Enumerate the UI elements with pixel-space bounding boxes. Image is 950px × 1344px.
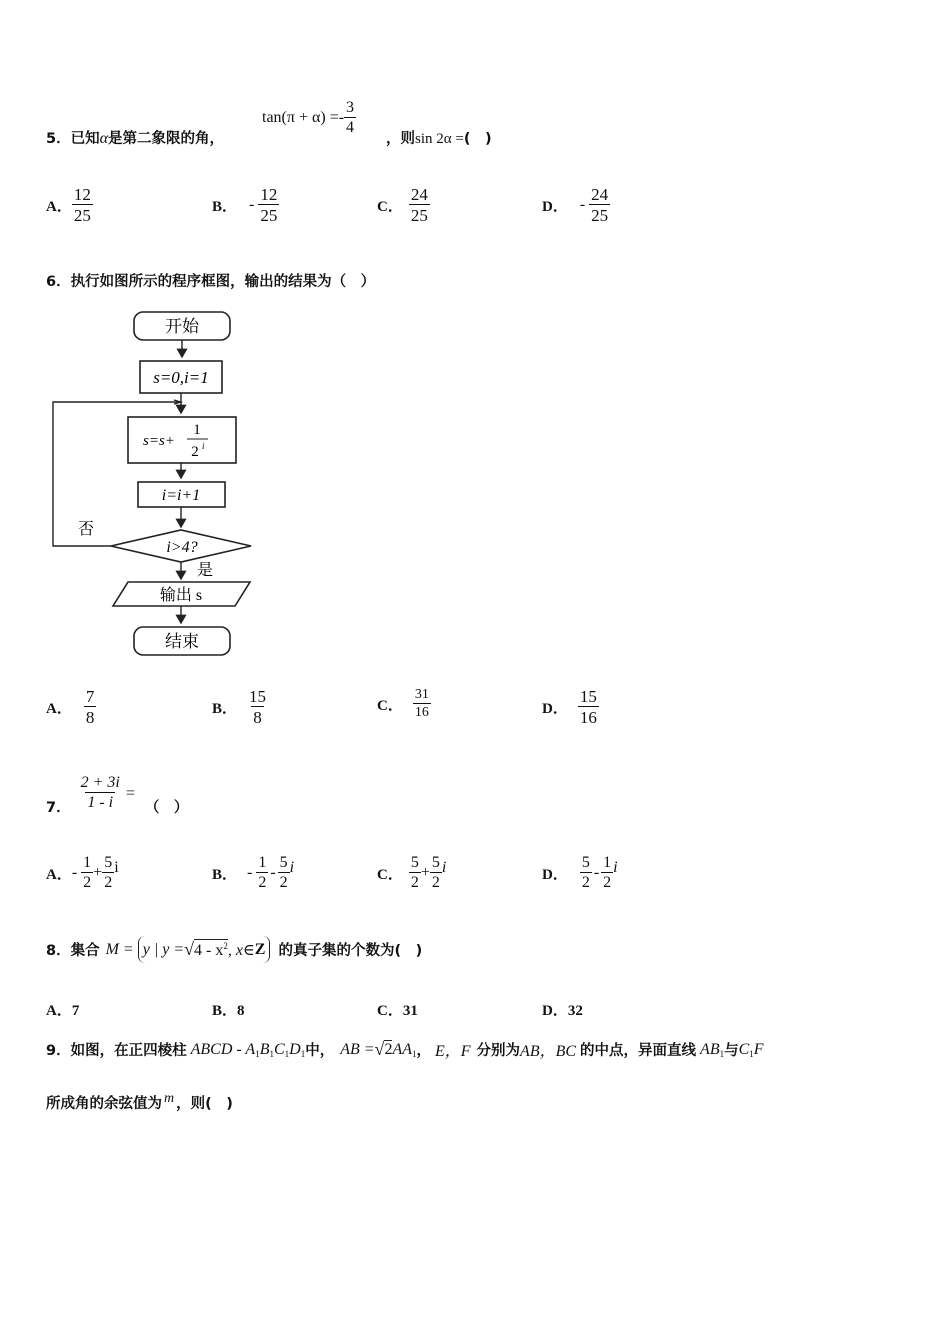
flow-init-text: s=0,i=1 <box>153 368 209 387</box>
flow-condition-text: i>4? <box>166 539 198 556</box>
option-label: D． <box>542 198 568 215</box>
q9-ab-bc: AB，BC <box>520 1043 577 1060</box>
q6-option-a[interactable] <box>46 688 96 727</box>
q5-option-d[interactable] <box>542 186 610 225</box>
fraction-num: 15 <box>579 687 597 706</box>
q9-ab1 <box>700 1041 724 1059</box>
fraction-num: 7 <box>85 687 95 706</box>
q9-prism-b: B <box>259 1040 270 1058</box>
option-label: A． <box>46 866 72 883</box>
fraction-den: 2 <box>581 873 590 891</box>
option-fraction-1 <box>81 855 93 892</box>
q6-flowchart <box>40 305 270 665</box>
option-fraction-2 <box>278 855 290 892</box>
q7-option-c[interactable] <box>377 855 446 892</box>
q8-stem <box>46 936 422 963</box>
q8-sqrt-body: 4 - x <box>194 942 224 959</box>
sub: 1 <box>269 1048 274 1059</box>
option-fraction <box>413 688 431 720</box>
fraction-num: 5 <box>431 854 440 871</box>
option-i: i <box>114 859 119 877</box>
q9-stem-line1 <box>46 1038 764 1061</box>
fraction-den: 2 <box>603 873 612 891</box>
option-fraction <box>589 186 610 225</box>
fraction-num: 15 <box>249 687 267 706</box>
q5-tan-num: 3 <box>346 99 355 116</box>
q5-text2: 是第二象限的角， <box>108 131 224 147</box>
option-label: A． <box>46 198 72 215</box>
fraction-num: 5 <box>279 854 288 871</box>
q9-prism-d: D <box>289 1040 301 1058</box>
option-value: 32 <box>567 1003 583 1019</box>
fraction-num: 5 <box>410 854 419 871</box>
q5-option-b[interactable] <box>212 186 279 225</box>
fraction-num: 5 <box>581 854 590 871</box>
option-label: D． <box>542 866 568 883</box>
flow-update-s-prefix: s=s+ <box>143 433 175 449</box>
flow-update-s-exp: i <box>202 441 205 451</box>
q5-text1: 已知 <box>70 131 100 147</box>
q8-number: 8．集合 <box>46 943 100 959</box>
q9-aa1 <box>392 1041 416 1059</box>
option-i: i <box>441 859 447 877</box>
option-value: 31 <box>402 1003 418 1019</box>
q9-stem-line2 <box>46 1092 233 1113</box>
option-op: - <box>270 864 276 882</box>
fraction-num: 1 <box>603 854 612 871</box>
option-label: A． <box>46 1003 72 1019</box>
option-label: C． <box>377 198 403 215</box>
fraction-den: 2 <box>279 873 288 891</box>
q9-prism-c: C <box>273 1040 285 1058</box>
option-i: i <box>613 859 618 877</box>
option-fraction-1 <box>256 855 268 892</box>
option-label: D． <box>542 1003 568 1019</box>
q5-tan-fraction <box>344 100 356 137</box>
q5-option-c[interactable] <box>377 186 430 225</box>
sub: 1 <box>300 1048 306 1059</box>
option-fraction <box>409 186 430 225</box>
option-label: C． <box>377 866 403 883</box>
fraction-den: 25 <box>410 205 428 225</box>
fraction-den: 2 <box>104 873 113 891</box>
fraction-den: 8 <box>85 707 95 727</box>
q5-text3: ，则 <box>386 131 415 147</box>
flow-update-s-den: 2 <box>191 444 199 460</box>
q8-option-b[interactable] <box>212 999 245 1020</box>
q9-line2-a: 所成角的余弦值为 <box>46 1096 162 1112</box>
q9-c: C <box>738 1040 750 1058</box>
option-op: + <box>420 864 430 882</box>
option-sign: - <box>249 196 255 214</box>
q8-set-lhs: M = <box>105 940 134 958</box>
flow-yes-label: 是 <box>197 562 214 579</box>
fraction-num: 12 <box>73 185 91 204</box>
option-label: C． <box>377 1003 403 1019</box>
q8-option-c[interactable] <box>377 999 418 1020</box>
q8-option-d[interactable] <box>542 999 583 1020</box>
fraction-den: 2 <box>83 873 92 891</box>
q8-text2: 的真子集的个数为( ) <box>278 943 423 959</box>
sqrt-icon: √ <box>374 1039 385 1059</box>
option-fraction <box>578 688 599 727</box>
option-fraction-1 <box>409 855 421 892</box>
flow-loop-line <box>53 402 181 546</box>
q6-option-c[interactable] <box>377 688 431 720</box>
q6-stem: 6．执行如图所示的程序框图，输出的结果为（ ） <box>46 274 376 290</box>
option-fraction-2 <box>102 855 114 892</box>
q8-z: Z <box>254 940 266 958</box>
option-label: B． <box>212 866 238 883</box>
q5-stem-part2 <box>386 127 492 148</box>
option-i: i <box>289 859 295 877</box>
fraction-num: 24 <box>591 185 609 204</box>
q9-ab-eq: AB = <box>340 1040 375 1058</box>
q9-sep: ， <box>416 1043 431 1059</box>
option-fraction <box>247 688 268 727</box>
q7-option-b[interactable] <box>212 855 294 892</box>
q8-set-tail: , x∈ <box>227 941 255 959</box>
option-sign: - <box>579 196 586 214</box>
q5-option-a[interactable] <box>46 186 93 225</box>
q5-paren: ( ) <box>463 131 492 147</box>
q9-prism-a: ABCD - A <box>190 1040 256 1058</box>
q6-option-b[interactable] <box>212 688 268 727</box>
option-fraction-2 <box>430 855 442 892</box>
sub: 1 <box>719 1048 725 1059</box>
q5-stem-part1 <box>46 127 224 148</box>
q7-den: 1 - i <box>87 794 114 811</box>
fraction-den: 16 <box>579 707 597 727</box>
fraction-num: 1 <box>258 854 267 871</box>
sqrt-icon: √ <box>184 939 195 959</box>
q9-text-mid: 中， <box>305 1043 335 1059</box>
option-fraction-2 <box>601 855 613 892</box>
q9-ab: AB <box>700 1040 720 1058</box>
flow-output-text: 输出 s <box>159 587 203 604</box>
fraction-den: 2 <box>258 873 267 891</box>
option-fraction <box>84 688 97 727</box>
flow-update-i-text: i=i+1 <box>161 487 201 504</box>
option-label: B． <box>212 700 238 717</box>
q6-option-d[interactable] <box>542 688 599 727</box>
q9-c1f <box>739 1041 764 1059</box>
option-label: B． <box>212 198 238 215</box>
q9-text-mid3: 的中点，异面直线 <box>580 1043 697 1059</box>
q9-text-mid2: 分别为 <box>476 1043 521 1059</box>
flow-end-text: 结束 <box>165 632 199 651</box>
fraction-den: 25 <box>260 205 278 225</box>
option-op: - <box>593 864 600 882</box>
fraction-den: 16 <box>414 704 429 720</box>
option-value: 8 <box>237 1003 245 1019</box>
option-sign: - <box>247 864 253 882</box>
sub: 1 <box>255 1048 260 1059</box>
flow-no-label: 否 <box>78 521 95 538</box>
fraction-num: 24 <box>410 185 428 204</box>
q9-number: 9．如图，在正四棱柱 <box>46 1043 187 1059</box>
q9-f: F <box>753 1040 764 1058</box>
fraction-num: 5 <box>104 854 113 871</box>
q9-yu: 与 <box>724 1043 739 1059</box>
fraction-den: 8 <box>253 707 262 727</box>
q7-option-d[interactable] <box>542 855 618 892</box>
fraction-num: 1 <box>83 854 92 871</box>
sub: 1 <box>749 1048 754 1059</box>
q9-aa: AA <box>392 1040 412 1058</box>
q5-alpha: α <box>99 130 108 147</box>
fraction-num: 31 <box>414 687 429 702</box>
option-label: B． <box>212 1003 238 1019</box>
q7-number: 7． <box>46 800 71 816</box>
q7-paren: （ ） <box>144 800 189 816</box>
option-sign: - <box>71 864 78 882</box>
option-fraction-1 <box>580 855 592 892</box>
q9-m: m <box>164 1090 175 1106</box>
option-value: 7 <box>71 1003 80 1019</box>
flow-start-text: 开始 <box>165 317 199 336</box>
q5-number: 5． <box>46 131 71 147</box>
q7-option-a[interactable] <box>46 855 119 892</box>
fraction-num: 12 <box>260 185 278 204</box>
q8-sqrt-exp: 2 <box>223 941 228 951</box>
option-label: A． <box>46 700 72 717</box>
option-fraction <box>72 186 93 225</box>
q7-num: 2 + 3i <box>80 774 120 792</box>
q9-prism <box>191 1041 306 1059</box>
q7-stem <box>46 770 188 817</box>
q5-sin-expr: sin 2α = <box>415 131 464 147</box>
q9-ef: E，F <box>434 1043 471 1060</box>
sub: 1 <box>411 1048 417 1059</box>
q8-option-a[interactable] <box>46 999 79 1020</box>
q5-tan-text: tan(π + α) =- <box>262 109 345 127</box>
q5-tan-den: 4 <box>346 118 355 136</box>
option-label: C． <box>377 697 403 714</box>
q7-eq: = <box>125 784 135 802</box>
fraction-den: 25 <box>73 205 91 225</box>
flow-update-s-num: 1 <box>193 422 201 438</box>
option-op: + <box>93 864 103 882</box>
option-label: D． <box>542 700 568 717</box>
q9-sqrt2: 2 <box>384 1041 393 1058</box>
option-fraction <box>258 186 279 225</box>
q8-sqrt-wrap <box>194 939 228 960</box>
q8-set-braces <box>138 936 271 963</box>
q8-set-body: y | y = <box>142 940 185 958</box>
fraction-den: 2 <box>410 873 419 891</box>
fraction-den: 2 <box>431 873 440 891</box>
sub: 1 <box>284 1048 290 1059</box>
q5-tan-expression <box>262 100 356 137</box>
fraction-den: 25 <box>591 205 609 225</box>
q7-fraction <box>79 775 122 812</box>
q9-line2-b: ，则( ) <box>176 1096 233 1112</box>
